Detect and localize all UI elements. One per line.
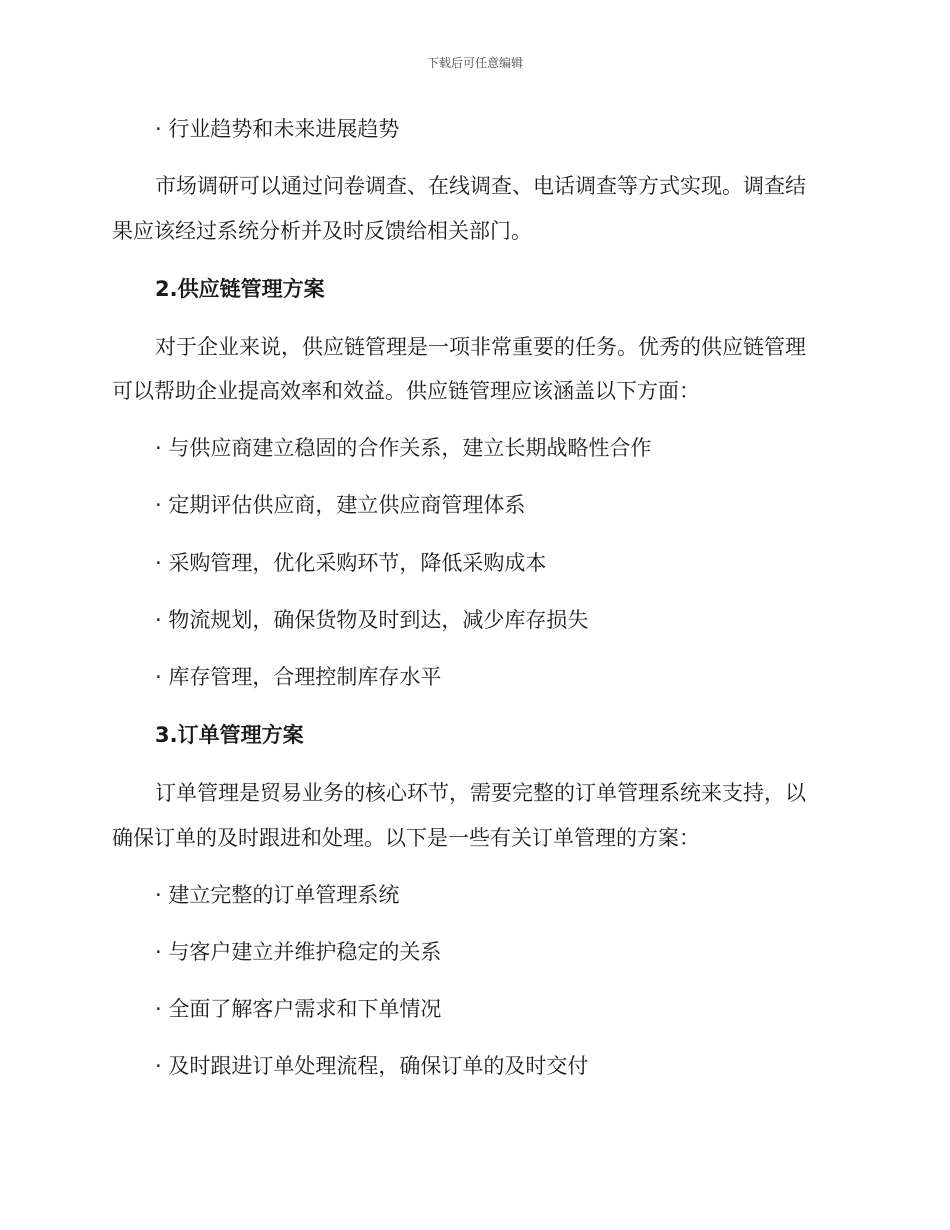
section-heading: 3.订单管理方案 <box>155 723 304 747</box>
page-header-note: 下载后可任意编辑 <box>426 56 523 70</box>
bullet-item: · 全面了解客户需求和下单情况 <box>155 997 442 1021</box>
bullet-item: · 及时跟进订单处理流程，确保订单的及时交付 <box>155 1054 589 1078</box>
bullet-item: · 与客户建立并维护稳定的关系 <box>155 940 442 964</box>
paragraph-line: 对于企业来说，供应链管理是一项非常重要的任务。优秀的供应链管理 <box>155 335 806 359</box>
paragraph-line: 可以帮助企业提高效率和效益。供应链管理应该涵盖以下方面： <box>112 379 700 403</box>
paragraph-line: 确保订单的及时跟进和处理。以下是一些有关订单管理的方案： <box>112 826 700 850</box>
bullet-item: · 与供应商建立稳固的合作关系，建立长期战略性合作 <box>155 436 652 460</box>
bullet-item: · 建立完整的订单管理系统 <box>155 883 400 907</box>
bullet-item: · 物流规划，确保货物及时到达，减少库存损失 <box>155 608 589 632</box>
paragraph-line: 订单管理是贸易业务的核心环节，需要完整的订单管理系统来支持，以 <box>155 781 806 805</box>
section-heading: 2.供应链管理方案 <box>155 277 325 301</box>
bullet-item: · 行业趋势和未来进展趋势 <box>155 117 400 141</box>
bullet-item: · 采购管理，优化采购环节，降低采购成本 <box>155 551 547 575</box>
bullet-item: · 库存管理，合理控制库存水平 <box>155 665 442 689</box>
paragraph-line: 果应该经过系统分析并及时反馈给相关部门。 <box>112 219 532 243</box>
paragraph-line: 市场调研可以通过问卷调查、在线调查、电话调查等方式实现。调查结 <box>155 174 806 198</box>
bullet-item: · 定期评估供应商，建立供应商管理体系 <box>155 493 526 517</box>
